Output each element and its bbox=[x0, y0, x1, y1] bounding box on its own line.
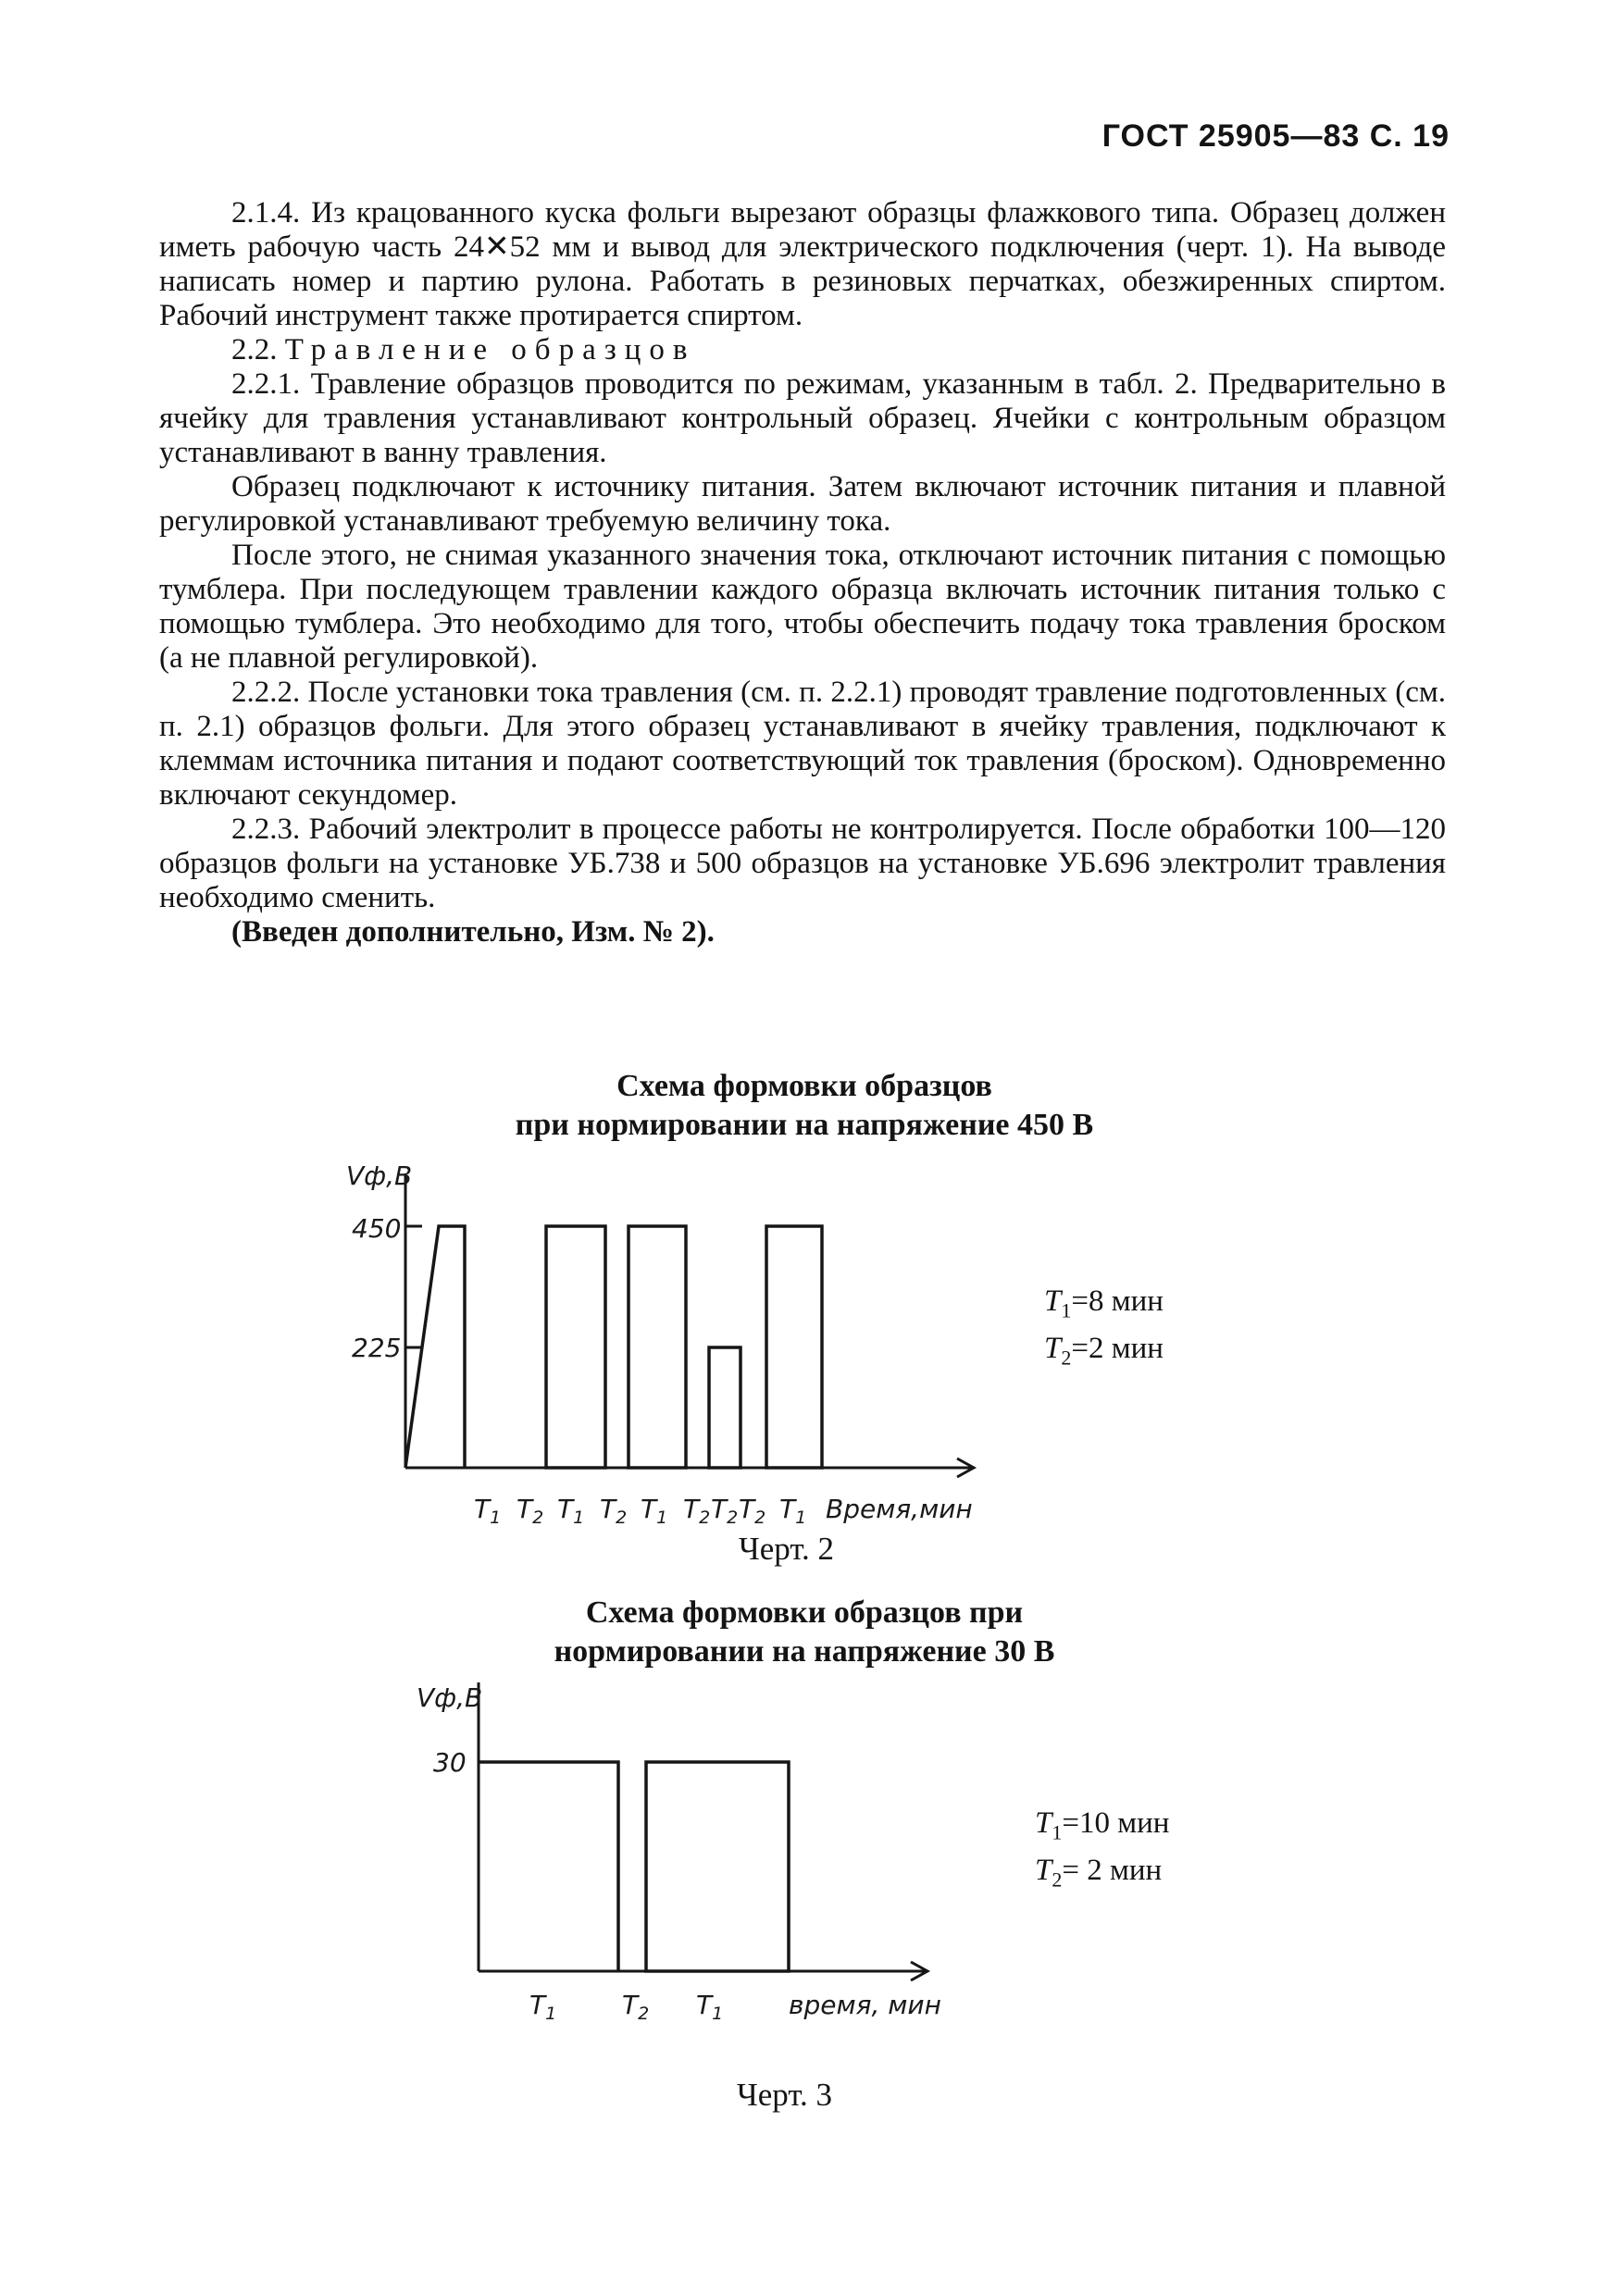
figure2-caption: Черт. 2 bbox=[739, 1531, 834, 1567]
figure3-pulse-1 bbox=[479, 1762, 618, 1971]
figure3-ylabel: Vф,В bbox=[417, 1682, 483, 1713]
paragraph-2-2-1: 2.2.1. Травление образцов проводится по режимам, указанным в табл. 2. Предварительно в ячейку для травления устанавливают контрольный образец. Ячейки с контрольным образцом устанавливают в ванну травления. bbox=[159, 367, 1446, 469]
figure2-xtick-T1: $T_1$ bbox=[779, 1494, 807, 1528]
paragraph-2-2-2: 2.2.2. После установки тока травления (см. п. 2.2.1) проводят травление подготовленных (см. п. 2.1) образцов фольги. Для этого образец устанавливают в ячейку травления, подключают к клеммам источника питания и подают соответствующий ток травления (броском). Одновременно включают секундомер. bbox=[159, 676, 1446, 812]
figure2-legend-t1: $T_1=8$ мин bbox=[1044, 1285, 1164, 1322]
figure2-ylabel: Vф,В bbox=[346, 1160, 413, 1191]
section-number: 2.2. bbox=[231, 333, 278, 366]
paragraph-2-2-3: 2.2.3. Рабочий электролит в процессе работы не контролируется. После обработки 100—120 образцов фольги на установке УБ.738 и 500 образцов на установке УБ.696 электролит травления необходимо сменить. bbox=[159, 813, 1446, 914]
figure2-legend-t2: $T_2=2$ мин bbox=[1044, 1331, 1164, 1370]
figure3-legend-t1: $T_1=10$ мин bbox=[1035, 1806, 1170, 1844]
figure2-xtick-T2: $T_2$ bbox=[517, 1494, 544, 1528]
figure2-title-line1: Схема формовки образцов bbox=[616, 1069, 992, 1103]
figure3-title-line1: Схема формовки образцов при bbox=[585, 1595, 1024, 1630]
figure3-ytick-label-30: 30 bbox=[433, 1747, 467, 1778]
paragraph-2-2-1-b: Образец подключают к источнику питания. Затем включают источник питания и плавной регулировкой устанавливают требуемую величину тока. bbox=[159, 470, 1446, 538]
figure2-xtick-T1: $T_1$ bbox=[557, 1494, 585, 1528]
figure2-xtick-T1: $T_1$ bbox=[641, 1494, 668, 1528]
figure3-legend-t2: $T_2= 2$ мин bbox=[1035, 1853, 1163, 1892]
figure2-title-line2: при нормировании на напряжение 450 В bbox=[515, 1108, 1094, 1142]
figure3-xtick-T1: $T_1$ bbox=[529, 1990, 557, 2024]
figure3-caption: Черт. 3 bbox=[737, 2077, 832, 2113]
figure2-xtick-T2: $T_2$ bbox=[711, 1494, 739, 1528]
figure2-ytick-label-450: 450 bbox=[352, 1213, 402, 1244]
figure2-xtick-T2: $T_2$ bbox=[600, 1494, 628, 1528]
figure3-xtick-T2: $T_2$ bbox=[622, 1990, 650, 2024]
amendment-note: (Введен дополнительно, Изм. № 2). bbox=[231, 915, 715, 949]
paragraph-2-2-1-c: После этого, не снимая указанного значения тока, отключают источник питания с помощью тумблера. При последующем травлении каждого образца включать источник питания только с помощью тумблера. Это необходимо для того, чтобы обеспечить подачу тока травления броском (а не плавной регулировкой). bbox=[159, 539, 1446, 675]
figure3-xtick-T1: $T_1$ bbox=[696, 1990, 724, 2024]
figure2-xtick-T2: $T_2$ bbox=[683, 1494, 711, 1528]
section-title: Травление образцов bbox=[284, 333, 696, 366]
figure3-pulse-2 bbox=[646, 1762, 789, 1971]
figure3-title-line2: нормировании на напряжение 30 В bbox=[554, 1634, 1055, 1669]
paragraph-2-1-4: 2.1.4. Из крацованного куска фольги вырезают образцы флажкового типа. Образец должен иметь рабочую часть 24✕52 мм и вывод для электрического подключения (черт. 1). На выводе написать номер и партию рулона. Работать в резиновых перчатках, обезжиренных спиртом. Рабочий инструмент также протирается спиртом. bbox=[159, 196, 1446, 332]
figure2-ytick-label-225: 225 bbox=[352, 1333, 402, 1363]
figure2-xlabel: Время,мин bbox=[826, 1494, 973, 1524]
figure2-xtick-T2: $T_2$ bbox=[739, 1494, 766, 1528]
page-header: ГОСТ 25905—83 С. 19 bbox=[1101, 118, 1450, 154]
figure3-legend bbox=[1035, 1805, 1169, 1898]
figure2-xtick-T1: $T_1$ bbox=[474, 1494, 502, 1528]
figure3-xlabel: время, мин bbox=[789, 1990, 941, 2020]
